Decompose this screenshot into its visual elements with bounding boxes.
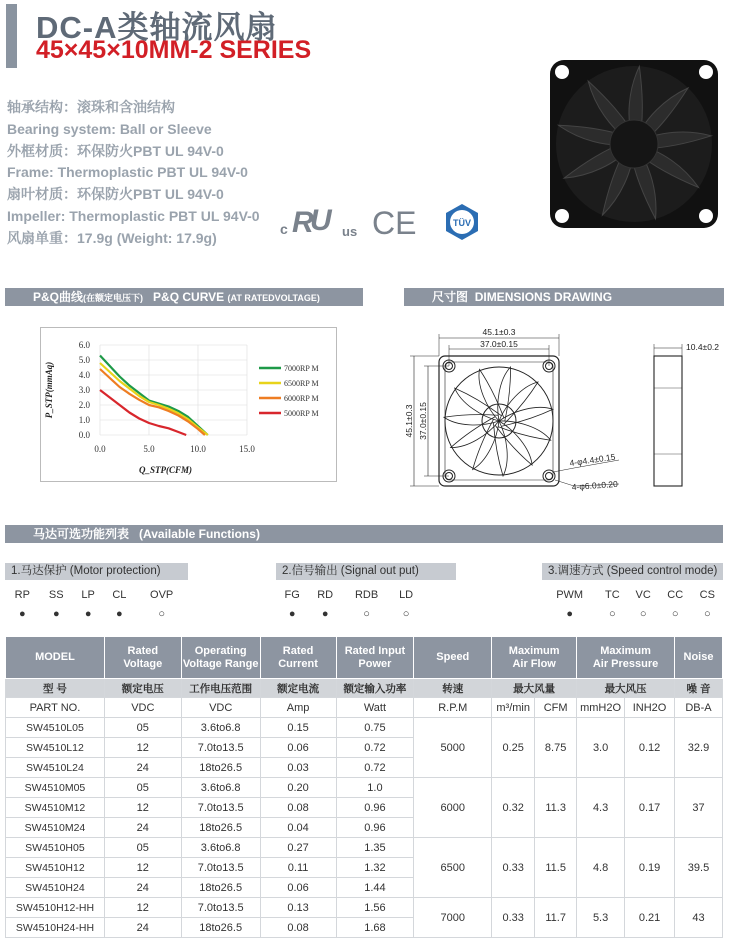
part-number: SW4510H12-HH bbox=[6, 898, 105, 918]
column-header: Maximum Air Flow bbox=[492, 637, 577, 679]
y-tick-label: 3.0 bbox=[78, 385, 90, 395]
function-group-signal bbox=[276, 563, 456, 623]
table-cell: 1.68 bbox=[336, 918, 414, 938]
ul-mark-icon bbox=[280, 204, 357, 239]
part-number: SW4510H24-HH bbox=[6, 918, 105, 938]
unit-cell: VDC bbox=[104, 698, 181, 718]
spec-table bbox=[5, 636, 723, 938]
table-row bbox=[6, 838, 723, 858]
table-cell: 1.32 bbox=[336, 858, 414, 878]
svg-text:R: R bbox=[292, 206, 314, 239]
fan-product-photo bbox=[548, 58, 720, 230]
table-header-row-cn bbox=[6, 679, 723, 698]
dim-outer-height: 45.1±0.3 bbox=[404, 404, 414, 438]
column-header-cn: 最大风压 bbox=[577, 679, 675, 698]
y-tick-label: 1.0 bbox=[78, 415, 90, 425]
legend-label: 5000RP M bbox=[284, 409, 319, 418]
y-tick-label: 0.0 bbox=[78, 430, 90, 440]
dimensions-drawing bbox=[404, 318, 724, 498]
pressure-mmh2o-cell: 4.3 bbox=[577, 778, 625, 838]
table-cell: 0.72 bbox=[336, 758, 414, 778]
table-cell: 7.0to13.5 bbox=[181, 858, 260, 878]
pressure-mmh2o-cell: 4.8 bbox=[577, 838, 625, 898]
section-header-functions: 马达可选功能列表 (Available Functions) bbox=[5, 525, 723, 543]
table-cell: 12 bbox=[104, 858, 181, 878]
column-header-cn: 工作电压范围 bbox=[181, 679, 260, 698]
function-group-title: 1.马达保护 (Motor protection) bbox=[5, 563, 188, 580]
spec-line: Impeller: Thermoplastic PBT UL 94V-0 bbox=[7, 207, 260, 224]
legend-label: 7000RP M bbox=[284, 364, 319, 373]
part-number: SW4510M24 bbox=[6, 818, 105, 838]
table-cell: 1.35 bbox=[336, 838, 414, 858]
table-cell: 0.08 bbox=[260, 918, 336, 938]
spec-list bbox=[7, 97, 260, 250]
table-row bbox=[6, 718, 723, 738]
y-tick-label: 6.0 bbox=[78, 340, 90, 350]
pressure-mmh2o-cell: 3.0 bbox=[577, 718, 625, 778]
x-axis-label: Q_STP(CFM) bbox=[138, 465, 193, 475]
svg-text:us: us bbox=[342, 224, 358, 239]
section-header-pq: P&Q曲线(在额定电压下) P&Q CURVE (AT RATEDVOLTAGE) bbox=[5, 288, 363, 306]
table-cell: 24 bbox=[104, 918, 181, 938]
svg-text:TÜV: TÜV bbox=[453, 218, 471, 228]
x-tick-label: 0.0 bbox=[94, 444, 106, 454]
spec-line: 外框材质：环保防火PBT UL 94V-0 bbox=[7, 142, 224, 159]
noise-cell: 32.9 bbox=[675, 718, 723, 778]
part-number: SW4510L24 bbox=[6, 758, 105, 778]
column-header: MODEL bbox=[6, 637, 105, 679]
speed-cell: 5000 bbox=[414, 718, 492, 778]
function-group-title: 3.调速方式 (Speed control mode) bbox=[542, 563, 723, 580]
table-cell: 3.6to6.8 bbox=[181, 838, 260, 858]
noise-cell: 39.5 bbox=[675, 838, 723, 898]
part-number: SW4510M05 bbox=[6, 778, 105, 798]
spec-line: Bearing system: Ball or Sleeve bbox=[7, 120, 212, 137]
table-cell: 0.04 bbox=[260, 818, 336, 838]
table-cell: 05 bbox=[104, 838, 181, 858]
column-header: Rated Voltage bbox=[104, 637, 181, 679]
airflow-cfm-cell: 8.75 bbox=[535, 718, 577, 778]
function-table-speed: PWM TC VC CC CS ● ○ ○ ○ ○ bbox=[556, 588, 715, 620]
y-tick-label: 4.0 bbox=[78, 370, 90, 380]
column-header: Rated Input Power bbox=[336, 637, 414, 679]
section-header-dimensions: 尺寸图 DIMENSIONS DRAWING bbox=[404, 288, 724, 306]
table-cell: 12 bbox=[104, 798, 181, 818]
table-row bbox=[6, 898, 723, 918]
svg-text:U: U bbox=[310, 204, 332, 237]
part-number: SW4510L05 bbox=[6, 718, 105, 738]
dim-hole-width: 37.0±0.15 bbox=[480, 339, 518, 349]
unit-cell: R.P.M bbox=[414, 698, 492, 718]
dim-outer-width: 45.1±0.3 bbox=[482, 327, 516, 337]
y-tick-label: 2.0 bbox=[78, 400, 90, 410]
dim-hole-height: 37.0±0.15 bbox=[418, 402, 428, 440]
table-cell: 24 bbox=[104, 878, 181, 898]
table-cell: 0.13 bbox=[260, 898, 336, 918]
certification-logos bbox=[278, 200, 488, 244]
column-header-cn: 额定电压 bbox=[104, 679, 181, 698]
column-header: Maximum Air Pressure bbox=[577, 637, 675, 679]
airflow-cfm-cell: 11.5 bbox=[535, 838, 577, 898]
column-header: Noise bbox=[675, 637, 723, 679]
part-number: SW4510M12 bbox=[6, 798, 105, 818]
title-accent-bar bbox=[6, 4, 17, 68]
table-cell: 0.06 bbox=[260, 738, 336, 758]
table-header-row bbox=[6, 637, 723, 679]
function-group-speed bbox=[542, 563, 723, 623]
column-header-cn: 额定电流 bbox=[260, 679, 336, 698]
function-table-signal: FG RD RDB LD ● ● ○ ○ bbox=[284, 588, 414, 620]
noise-cell: 37 bbox=[675, 778, 723, 838]
column-header-cn: 型 号 bbox=[6, 679, 105, 698]
unit-cell: Amp bbox=[260, 698, 336, 718]
series-title: 45×45×10MM-2 SERIES bbox=[36, 36, 312, 64]
airflow-cfm-cell: 11.7 bbox=[535, 898, 577, 938]
table-cell: 7.0to13.5 bbox=[181, 898, 260, 918]
dim-hole-outer: 4-φ6.0±0.20 bbox=[571, 478, 619, 492]
table-cell: 12 bbox=[104, 898, 181, 918]
spec-line: 风扇单重：17.9g (Weight: 17.9g) bbox=[7, 229, 217, 246]
column-header-cn: 最大风量 bbox=[492, 679, 577, 698]
noise-cell: 43 bbox=[675, 898, 723, 938]
table-cell: 0.11 bbox=[260, 858, 336, 878]
drawing-blade bbox=[491, 421, 538, 466]
table-cell: 05 bbox=[104, 778, 181, 798]
table-cell: 7.0to13.5 bbox=[181, 738, 260, 758]
airflow-m3-cell: 0.33 bbox=[492, 898, 535, 938]
y-axis-label: P_STP(mmAq) bbox=[44, 361, 54, 419]
table-cell: 24 bbox=[104, 758, 181, 778]
x-tick-label: 10.0 bbox=[190, 444, 206, 454]
column-header-cn: 转速 bbox=[414, 679, 492, 698]
table-cell: 0.96 bbox=[336, 818, 414, 838]
table-cell: 7.0to13.5 bbox=[181, 798, 260, 818]
drawing-blade bbox=[496, 405, 550, 458]
y-tick-label: 5.0 bbox=[78, 355, 90, 365]
table-cell: 18to26.5 bbox=[181, 758, 260, 778]
unit-cell: PART NO. bbox=[6, 698, 105, 718]
table-cell: 0.96 bbox=[336, 798, 414, 818]
unit-cell: DB-A bbox=[675, 698, 723, 718]
column-header: Operating Voltage Range bbox=[181, 637, 260, 679]
tuv-mark-icon bbox=[446, 204, 478, 240]
table-units-row bbox=[6, 698, 723, 718]
table-cell: 0.75 bbox=[336, 718, 414, 738]
part-number: SW4510H12 bbox=[6, 858, 105, 878]
pq-chart-frame bbox=[40, 327, 337, 482]
table-cell: 0.15 bbox=[260, 718, 336, 738]
airflow-m3-cell: 0.33 bbox=[492, 838, 535, 898]
table-cell: 1.44 bbox=[336, 878, 414, 898]
column-header: Speed bbox=[414, 637, 492, 679]
column-header: Rated Current bbox=[260, 637, 336, 679]
ce-mark-icon: CE bbox=[372, 205, 417, 241]
table-cell: 3.6to6.8 bbox=[181, 718, 260, 738]
unit-cell: INH2O bbox=[625, 698, 675, 718]
pq-chart bbox=[41, 328, 336, 481]
unit-cell: mmH2O bbox=[577, 698, 625, 718]
table-cell: 12 bbox=[104, 738, 181, 758]
pressure-mmh2o-cell: 5.3 bbox=[577, 898, 625, 938]
table-cell: 05 bbox=[104, 718, 181, 738]
table-cell: 0.20 bbox=[260, 778, 336, 798]
legend-label: 6000RP M bbox=[284, 394, 319, 403]
table-row bbox=[6, 778, 723, 798]
unit-cell: m³/min bbox=[492, 698, 535, 718]
legend-label: 6500RP M bbox=[284, 379, 319, 388]
table-cell: 0.08 bbox=[260, 798, 336, 818]
table-cell: 18to26.5 bbox=[181, 818, 260, 838]
x-tick-label: 5.0 bbox=[143, 444, 155, 454]
unit-cell: VDC bbox=[181, 698, 260, 718]
table-cell: 0.03 bbox=[260, 758, 336, 778]
pressure-inh2o-cell: 0.19 bbox=[625, 838, 675, 898]
column-header-cn: 噪 音 bbox=[675, 679, 723, 698]
unit-cell: Watt bbox=[336, 698, 414, 718]
speed-cell: 6500 bbox=[414, 838, 492, 898]
pressure-inh2o-cell: 0.21 bbox=[625, 898, 675, 938]
table-cell: 18to26.5 bbox=[181, 878, 260, 898]
spec-line: 扇叶材质：环保防火PBT UL 94V-0 bbox=[7, 186, 224, 203]
spec-line: Frame: Thermoplastic PBT UL 94V-0 bbox=[7, 164, 248, 181]
airflow-m3-cell: 0.25 bbox=[492, 718, 535, 778]
function-table-motor: RP SS LP CL OVP ● ● ● ● ○ bbox=[14, 588, 174, 620]
table-cell: 1.56 bbox=[336, 898, 414, 918]
pressure-inh2o-cell: 0.17 bbox=[625, 778, 675, 838]
table-cell: 1.0 bbox=[336, 778, 414, 798]
svg-text:c: c bbox=[280, 221, 288, 237]
speed-cell: 6000 bbox=[414, 778, 492, 838]
part-number: SW4510H05 bbox=[6, 838, 105, 858]
table-cell: 0.06 bbox=[260, 878, 336, 898]
pressure-inh2o-cell: 0.12 bbox=[625, 718, 675, 778]
function-group-title: 2.信号输出 (Signal out put) bbox=[276, 563, 456, 580]
airflow-cfm-cell: 11.3 bbox=[535, 778, 577, 838]
table-cell: 0.72 bbox=[336, 738, 414, 758]
table-cell: 0.27 bbox=[260, 838, 336, 858]
table-cell: 18to26.5 bbox=[181, 918, 260, 938]
x-tick-label: 15.0 bbox=[239, 444, 255, 454]
column-header-cn: 额定输入功率 bbox=[336, 679, 414, 698]
dim-hole-inner: 4-φ4.4±0.15 bbox=[568, 451, 616, 468]
dim-thickness: 10.4±0.2 bbox=[686, 342, 720, 352]
part-number: SW4510H24 bbox=[6, 878, 105, 898]
table-cell: 3.6to6.8 bbox=[181, 778, 260, 798]
page-title: DC-A类轴流风扇 bbox=[36, 10, 278, 45]
part-number: SW4510L12 bbox=[6, 738, 105, 758]
spec-line: 轴承结构：滚珠和含油结构 bbox=[7, 99, 175, 115]
speed-cell: 7000 bbox=[414, 898, 492, 938]
unit-cell: CFM bbox=[535, 698, 577, 718]
function-group-motor bbox=[5, 563, 188, 623]
table-cell: 24 bbox=[104, 818, 181, 838]
airflow-m3-cell: 0.32 bbox=[492, 778, 535, 838]
